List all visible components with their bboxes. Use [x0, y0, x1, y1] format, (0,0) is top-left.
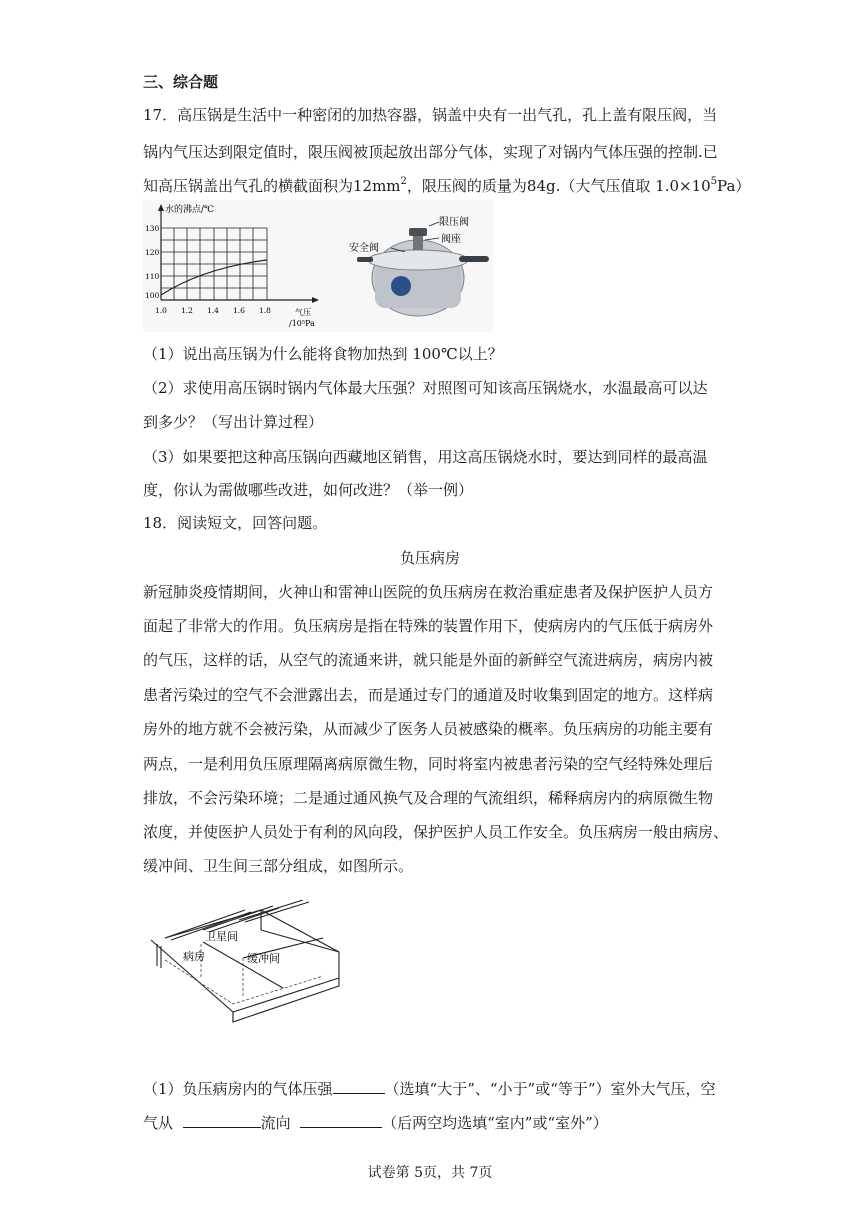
q17-sub-1: （1）说出高压锅为什么能将食物加热到 100℃以上？ — [143, 345, 503, 363]
q17-figure-svg — [143, 200, 493, 332]
cooker-handle-right — [459, 256, 489, 262]
section-title: 三、综合题 — [143, 73, 219, 91]
label-safety: 安全阀 — [349, 243, 379, 254]
cooker-handle-left — [357, 257, 373, 262]
graph-xlabel-top: 气压 — [295, 308, 311, 317]
q18-sub-1-text-c: 气从 — [143, 1114, 174, 1132]
q18-intro: 18．阅读短文，回答问题。 — [143, 514, 328, 532]
xtick-1-2: 1.2 — [181, 306, 193, 315]
label-seat: 阀座 — [441, 234, 461, 245]
ward-diagram-svg — [143, 900, 353, 1025]
cooker-lid — [368, 250, 468, 270]
xtick-1-4: 1.4 — [207, 306, 219, 315]
label-valve: 限压阀 — [439, 217, 469, 228]
ward-walls — [151, 900, 339, 1022]
ytick-120: 120 — [145, 248, 160, 257]
label-buffer: 缓冲间 — [247, 952, 280, 965]
graph-xlabel-bottom: /10⁵Pa — [289, 319, 315, 328]
q17-line-3-text-c: Pa） — [717, 177, 751, 195]
q17-figure — [143, 200, 493, 332]
label-bathroom: 卫星间 — [205, 930, 238, 943]
q17-sub-2-a: （2）求使用高压锅时锅内气体最大压强？对照图可知该高压锅烧水，水温最高可以达 — [143, 379, 708, 397]
q18-article-title: 负压病房 — [399, 549, 460, 567]
q17-sub-3-b: 度，你认为需做哪些改进，如何改进？（举一例） — [143, 481, 474, 499]
ytick-130: 130 — [145, 224, 160, 233]
q18-para-line-1: 新冠肺炎疫情期间，火神山和雷神山医院的负压病房在救治重症患者及保护医护人员方 — [143, 583, 714, 601]
xtick-1-8: 1.8 — [259, 306, 271, 315]
pressure-limit-valve — [409, 228, 427, 236]
answer-blank-2[interactable] — [183, 1111, 261, 1128]
q18-sub-1-text-e: （后两空均选填“室内”或“室外”） — [382, 1114, 608, 1132]
ytick-100: 100 — [145, 291, 160, 300]
q17-line-3-text-b: ，限压阀的质量为84g.（大气压值取 1.0×10 — [406, 177, 711, 195]
q18-sub-1-text-a: （1）负压病房内的气体压强 — [143, 1080, 333, 1098]
q18-sub-1-text-b: （选填“大于”、“小于”或“等于”）室外大气压，空 — [384, 1080, 716, 1098]
xtick-1-6: 1.6 — [233, 306, 245, 315]
cooker-emblem — [391, 276, 411, 296]
page-footer: 试卷第 5页，共 7页 — [367, 1165, 493, 1181]
answer-blank-3[interactable] — [300, 1111, 382, 1128]
xtick-1-0: 1.0 — [155, 306, 167, 315]
q17-sub-2-b: 到多少？（写出计算过程） — [143, 413, 324, 431]
ward-diagram — [143, 900, 353, 1025]
q17-line-2: 锅内气压达到限定值时，限压阀被顶起放出部分气体，实现了对锅内气体压强的控制.已 — [143, 143, 718, 161]
q17-line-3 — [143, 176, 750, 196]
q17-area-exponent: 2 — [400, 176, 407, 187]
q17-line-1: 17．高压锅是生活中一种密闭的加热容器，锅盖中央有一出气孔，孔上盖有限压阀，当 — [143, 106, 718, 124]
q18-para-line-7: 排放，不会污染环境；二是通过通风换气及合理的气流组织，稀释病房内的病原微生物 — [143, 789, 714, 807]
q17-sub-3-a: （3）如果要把这种高压锅向西藏地区销售，用这高压锅烧水时，要达到同样的最高温 — [143, 448, 708, 466]
q17-pressure-exponent: 5 — [710, 176, 718, 187]
q18-para-line-3: 的气压，这样的话，从空气的流通来讲，就只能是外面的新鲜空气流进病房，病房内被 — [143, 651, 714, 669]
q18-sub-1-line-2 — [143, 1111, 608, 1133]
valve-seat — [413, 234, 423, 250]
q18-sub-1-line-1 — [143, 1077, 716, 1099]
q18-para-line-9: 缓冲间、卫生间三部分组成，如图所示。 — [143, 857, 414, 875]
q18-para-line-2: 面起了非常大的作用。负压病房是指在特殊的装置作用下，使病房内的气压低于病房外 — [143, 617, 714, 635]
q17-line-3-text-a: 知高压锅盖出气孔的横截面积为12mm — [143, 177, 401, 195]
answer-blank-1[interactable] — [333, 1077, 385, 1094]
q18-para-line-4: 患者污染过的空气不会泄露出去，而是通过专门的通道及时收集到固定的地方。这样病 — [143, 686, 714, 704]
label-ward: 病房 — [183, 950, 205, 963]
q18-para-line-8: 浓度，并使医护人员处于有利的风向段，保护医护人员工作安全。负压病房一般由病房、 — [143, 823, 729, 841]
q18-para-line-6: 两点，一是利用负压原理隔离病原微生物，同时将室内被患者污染的空气经特殊处理后 — [143, 755, 714, 773]
q18-sub-1-text-d: 流向 — [260, 1114, 291, 1132]
q18-para-line-5: 房外的地方就不会被污染，从而减少了医务人员被感染的概率。负压病房的功能主要有 — [143, 720, 714, 738]
graph-ylabel: 水的沸点/℃ — [165, 205, 215, 215]
ytick-110: 110 — [145, 272, 160, 281]
